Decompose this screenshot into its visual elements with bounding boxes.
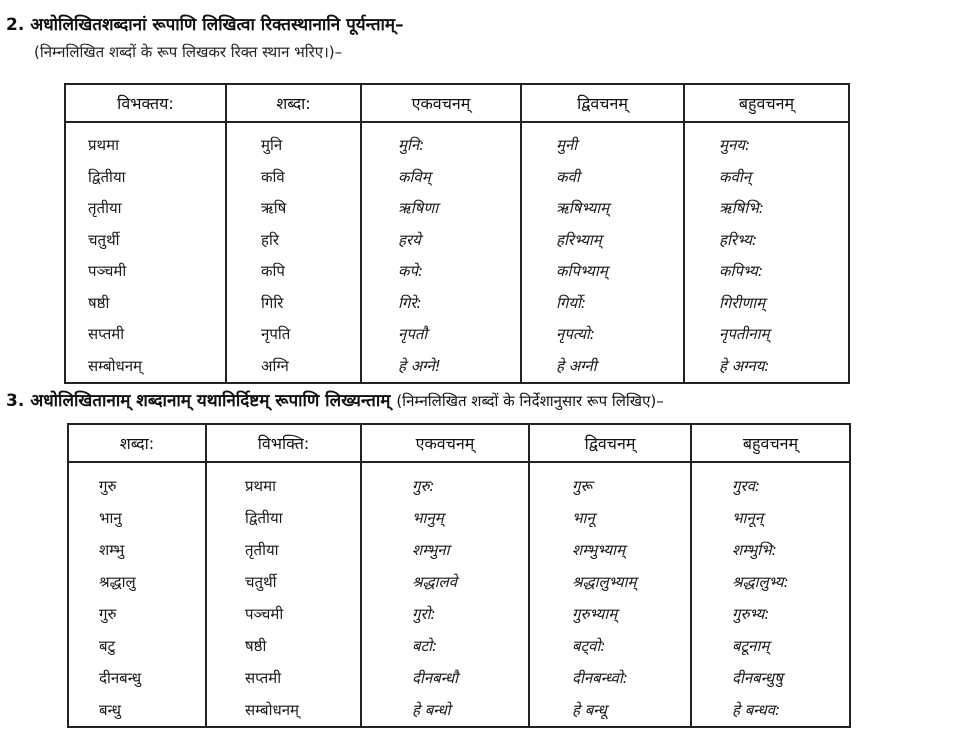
cell: नृपतीनाम् (719, 325, 770, 343)
column-vibhakti (206, 462, 361, 727)
column-dvivachana (529, 462, 691, 727)
question-3-title-text: 3. अधोलिखितानाम् शब्दानाम् यथानिर्दिष्टम् रूपाणि लिख्यन्ताम् (6, 391, 391, 411)
cell: गिरे: (398, 293, 422, 312)
cell: श्रद्धालु (99, 573, 136, 591)
cell: तृतीया (88, 199, 122, 217)
cell: तृतीया (245, 541, 279, 559)
cell: चतुर्थी (88, 230, 120, 249)
cell: गिर्यो: (556, 293, 586, 312)
table-body-row (65, 122, 849, 383)
cell: दीनबन्ध्वो: (572, 669, 628, 687)
cell: ऋषिभ्याम् (556, 199, 610, 217)
cell: हे बन्धव: (732, 701, 781, 719)
column-bahuvachana (684, 122, 849, 383)
cell: मुनय: (719, 136, 751, 154)
cell: गुरुभ्य: (732, 605, 770, 623)
cell: कविम् (398, 167, 431, 186)
header-dvivachana: द्विवचनम् (521, 84, 684, 122)
cell: शम्भुना (412, 541, 450, 559)
cell: कवीन् (719, 167, 752, 186)
cell: मुनी (556, 136, 578, 154)
cell: भानुम् (412, 509, 444, 527)
cell: नृपतौ (398, 325, 428, 343)
cell: शम्भु (99, 541, 125, 559)
cell: पञ्चमी (88, 262, 127, 280)
table-header-row (68, 424, 850, 462)
header-bahuvachana: बहुवचनम् (684, 84, 849, 122)
cell: कपिभ्य: (719, 262, 763, 280)
cell: गुरव: (732, 477, 760, 495)
cell: गिरि (261, 293, 284, 312)
header-vibhakti: विभक्तय: (65, 84, 226, 122)
column-bahuvachana (691, 462, 850, 727)
cell: सप्तमी (245, 669, 282, 687)
column-ekavachana (361, 462, 529, 727)
cell: ऋषिणा (398, 199, 439, 217)
cell: गुरु: (412, 477, 435, 495)
cell: कवि (261, 167, 285, 186)
table-body-row (68, 462, 850, 727)
column-dvivachana (521, 122, 684, 383)
table-header-row (65, 84, 849, 122)
question-2-title: 2. अधोलिखितशब्दानां रूपाणि लिखित्वा रिक्तस्थानानि पूर्यन्ताम्– (6, 15, 404, 35)
cell: ऋषि (261, 199, 287, 217)
cell: प्रथमा (245, 477, 276, 495)
cell: कवी (556, 167, 580, 186)
cell: दीनबन्धौ (412, 669, 459, 687)
cell: चतुर्थी (245, 573, 277, 591)
cell: हरि (261, 230, 279, 249)
cell: गुरो: (412, 605, 436, 623)
cell: मुनि (261, 136, 283, 154)
cell: हरिभ्य: (719, 230, 757, 249)
column-ekavachana (361, 122, 521, 383)
cell: प्रथमा (88, 136, 119, 154)
header-bahuvachana: बहुवचनम् (691, 424, 850, 462)
declension-table-q2 (64, 83, 850, 384)
cell: गुरु (99, 605, 117, 623)
cell: बटो: (412, 637, 438, 655)
cell: गुरुभ्याम् (572, 605, 618, 623)
cell: सम्बोधनम् (245, 701, 299, 719)
cell: सप्तमी (88, 325, 125, 343)
cell: षष्ठी (88, 293, 110, 312)
cell: अग्नि (261, 356, 289, 375)
header-dvivachana: द्विवचनम् (529, 424, 691, 462)
cell: भानु (99, 509, 122, 527)
cell: दीनबन्धुषु (732, 669, 783, 687)
cell: भानू (572, 509, 595, 527)
cell: गिरीणाम् (719, 293, 766, 312)
cell: हे अग्नी (556, 356, 597, 375)
cell: सम्बोधनम् (88, 356, 142, 375)
cell: श्रद्धालुभ्य: (732, 573, 789, 591)
column-shabda (226, 122, 361, 383)
cell: पञ्चमी (245, 605, 284, 623)
cell: मुनि: (398, 136, 425, 154)
cell: शम्भुभि: (732, 541, 777, 559)
cell: द्वितीया (245, 509, 283, 527)
cell: गुरू (572, 477, 593, 495)
cell: शम्भुभ्याम् (572, 541, 626, 559)
cell: श्रद्धालुभ्याम् (572, 573, 637, 591)
column-vibhakti (65, 122, 226, 383)
cell: बन्धु (99, 701, 121, 719)
header-ekavachana: एकवचनम् (361, 84, 521, 122)
cell: श्रद्धालवे (412, 573, 458, 591)
column-shabda (68, 462, 206, 727)
question-2-subtitle: (निम्नलिखित शब्दों के रूप लिखकर रिक्त स्थान भरिए।)– (34, 43, 343, 61)
cell: नृपति (261, 325, 291, 343)
header-shabda: शब्दा: (226, 84, 361, 122)
cell: गुरु (99, 477, 117, 495)
cell: बटूनाम् (732, 637, 770, 655)
cell: ऋषिभि: (719, 199, 764, 217)
question-3-title (6, 388, 664, 411)
cell: हे अग्नय: (719, 356, 770, 375)
cell: द्वितीया (88, 167, 126, 186)
cell: षष्ठी (245, 637, 267, 655)
cell: हरिभ्याम् (556, 230, 602, 249)
cell: बट्वो: (572, 637, 606, 655)
cell: हे बन्धो (412, 701, 451, 719)
cell: नृपत्यो: (556, 325, 595, 343)
cell: कपे: (398, 262, 424, 280)
cell: भानून् (732, 509, 764, 527)
header-vibhakti: विभक्ति: (206, 424, 361, 462)
cell: हरये (398, 230, 421, 249)
cell: कपिभ्याम् (556, 262, 608, 280)
cell: दीनबन्धु (99, 669, 142, 687)
cell: हे अग्ने! (398, 356, 441, 375)
declension-table-q3 (67, 423, 851, 728)
header-shabda: शब्दा: (68, 424, 206, 462)
header-ekavachana: एकवचनम् (361, 424, 529, 462)
cell: हे बन्धू (572, 701, 607, 719)
question-3-subtitle: (निम्नलिखित शब्दों के निर्देशानुसार रूप लिखिए)– (396, 392, 664, 410)
cell: बटु (99, 637, 116, 655)
cell: कपि (261, 262, 285, 280)
